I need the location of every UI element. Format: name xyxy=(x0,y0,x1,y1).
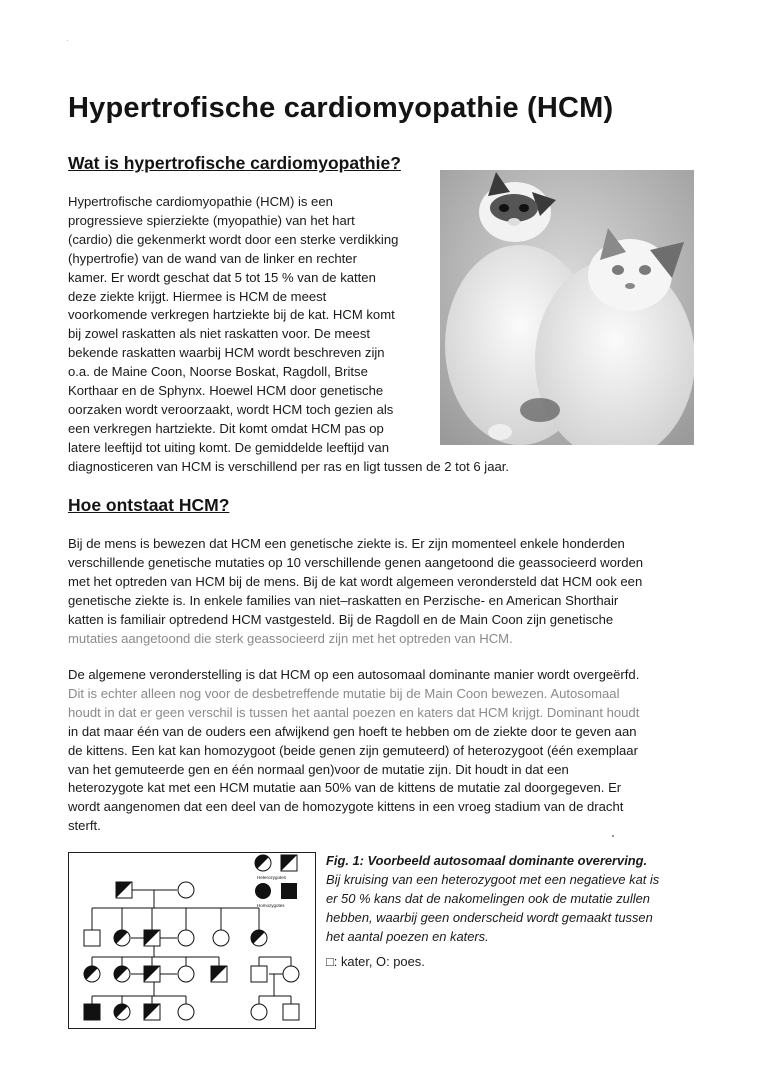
text-line: in dat maar één van de ouders een afwijkend gen hoeft te hebben om de ziekte door te geven aan xyxy=(68,723,637,739)
genetics-paragraph xyxy=(68,535,758,648)
female-unaffected xyxy=(213,930,229,946)
text-line: heterozygote kat met een HCM mutatie aan 50% van de kittens de mutatie zal doorgegeven. Er xyxy=(68,780,622,796)
cats-photo xyxy=(440,170,694,445)
text-line: Dit is echter alleen nog voor de desbetreffende mutatie bij de Main Coon bewezen. Autosomaal xyxy=(68,685,620,701)
text-line: mutaties aangetoond die sterk geassocieerd zijn met het optreden van HCM. xyxy=(68,630,513,646)
caption-line: Bij kruising van een heterozygoot met een negatieve kat is xyxy=(326,872,660,887)
figure-caption xyxy=(326,851,706,971)
text-line: voorkomende verkregen hartziekte bij de kat. HCM komt xyxy=(68,307,395,323)
inheritance-paragraph xyxy=(68,666,758,836)
text-line: (cardio) die gekenmerkt wordt door een sterke verdikking xyxy=(68,231,399,247)
text-line: bekende raskatten waarbij HCM wordt beschreven zijn xyxy=(68,345,385,361)
female-unaffected xyxy=(251,1004,267,1020)
text-line: een verkregen hartziekte. Dit komt omdat HCM pas op xyxy=(68,420,384,436)
text-line: bij zowel raskatten als niet raskatten voor. De meest xyxy=(68,326,371,342)
text-line: Bij de mens is bewezen dat HCM een genetische ziekte is. Er zijn momenteel enkele honderden xyxy=(68,536,625,551)
male-unaffected xyxy=(84,930,100,946)
pedigree-chart xyxy=(69,853,315,1028)
text-line: Hypertrofische cardiomyopathie (HCM) is een xyxy=(68,194,333,209)
text-line: de kittens. Een kat kan homozygoot (beide genen zijn gemuteerd) of heterozygoot (één exemplaar xyxy=(68,742,638,758)
text-line: sterft. xyxy=(68,818,101,834)
text-line: Korthaar en de Sphynx. Hoewel HCM door genetische xyxy=(68,383,384,399)
female-unaffected xyxy=(178,882,194,898)
text-line: o.a. de Maine Coon, Noorse Boskat, Ragdoll, Britse xyxy=(68,364,368,380)
text-line: van het gemuteerde gen en één normaal gen)voor de mutatie zijn. Dit houdt in dat een xyxy=(68,761,569,777)
text-line: (hypertrofie) van de wand van de linker en rechter xyxy=(68,250,357,266)
female-unaffected xyxy=(283,966,299,982)
text-line: katten is familiair optredend HCM vastgesteld. Bij de Ragdoll en de Main Coon zijn genetische xyxy=(68,611,614,627)
male-homozygote xyxy=(84,1004,100,1020)
text-line: progressieve spierziekte (myopathie) van het hart xyxy=(68,212,355,228)
legend xyxy=(255,855,297,908)
text-line: wordt aangenomen dat een deel van de homozygote kittens in een vroeg stadium van de dracht xyxy=(68,799,624,815)
scan-mark: · xyxy=(66,36,69,45)
scan-speck xyxy=(612,835,614,837)
caption-line: er 50 % kans dat de nakomelingen ook de mutatie zullen xyxy=(326,891,650,906)
section-heading-how-hcm-arises: Hoe ontstaat HCM? xyxy=(68,495,230,515)
text-line: verschillende genetische mutaties op 10 verschillende genen aangetoond die geassocieerd worden xyxy=(68,554,644,570)
text-line: oorzaken wordt veroorzaakt, wordt HCM toch gezien als xyxy=(68,401,394,417)
female-unaffected xyxy=(178,930,194,946)
text-line: deze ziekte krijgt. Hiermee is HCM de meest xyxy=(68,288,327,304)
legend-homozygotes: Homozygotes xyxy=(257,903,285,908)
female-unaffected xyxy=(178,966,194,982)
ragdoll-cats-image xyxy=(440,170,694,445)
text-line: houdt in dat er geen verschil is tussen het aantal poezen en katers dat HCM krijgt. Dominant houdt xyxy=(68,704,640,720)
text-line: genetische ziekte is. In enkele families van niet–raskatten en Perzische- en American Shorthair xyxy=(68,592,619,608)
text-line: met het optreden van HCM bij de mens. Bij de kat wordt algemeen verondersteld dat HCM ook een xyxy=(68,573,643,589)
male-unaffected xyxy=(283,1004,299,1020)
pedigree-figure xyxy=(68,852,316,1029)
text-line: kamer. Er wordt geschat dat 5 tot 15 % van de katten xyxy=(68,269,376,285)
caption-title: Fig. 1: Voorbeeld autosomaal dominante overerving. xyxy=(326,853,648,868)
text-line: latere leeftijd tot uiting komt. De gemiddelde leeftijd van xyxy=(68,439,389,455)
caption-line: hebben, waarbij geen onderscheid wordt gemaakt tussen xyxy=(326,910,653,925)
caption-symbol-legend: □: kater, O: poes. xyxy=(326,954,425,969)
text-line: De algemene veronderstelling is dat HCM op een autosomaal dominante manier wordt overgeërfd. xyxy=(68,667,640,682)
page-title: Hypertrofische cardiomyopathie (HCM) xyxy=(68,92,614,124)
text-line: diagnosticeren van HCM is verschillend per ras en ligt tussen de 2 tot 6 jaar. xyxy=(68,458,510,474)
section-heading-what-is-hcm: Wat is hypertrofische cardiomyopathie? xyxy=(68,153,401,173)
female-unaffected xyxy=(178,1004,194,1020)
male-unaffected xyxy=(251,966,267,982)
legend-heterozygotes: Heterozygotes xyxy=(257,875,287,880)
caption-line: het aantal poezen en katers. xyxy=(326,929,489,944)
